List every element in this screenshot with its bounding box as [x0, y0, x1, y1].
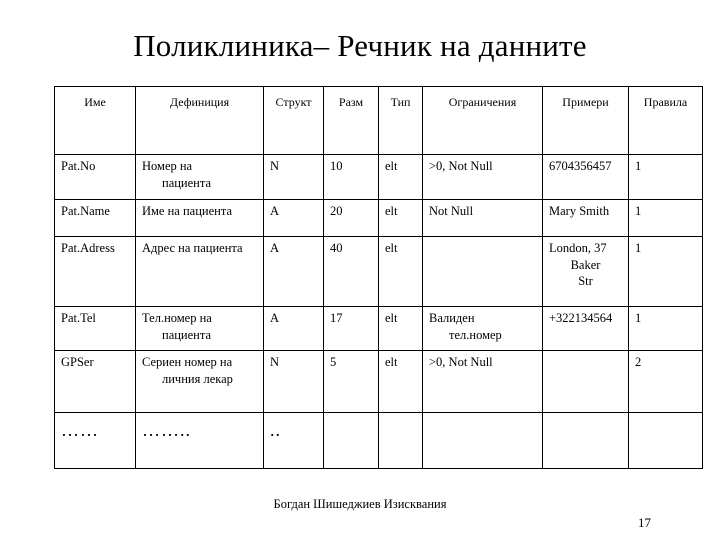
- constraint-line: Валиден: [429, 311, 475, 325]
- cell-structure: ..: [264, 413, 324, 469]
- cell-definition: [136, 237, 264, 307]
- header-rules: Правила: [629, 87, 703, 155]
- cell-examples: [543, 200, 629, 237]
- definition-line: Тел.номер на: [142, 311, 212, 325]
- cell-examples: [543, 413, 629, 469]
- table-row: [55, 413, 703, 469]
- cell-name: Pat.Adress: [55, 237, 136, 307]
- header-examples: Примери: [543, 87, 629, 155]
- header-definition: Дефиниция: [136, 87, 264, 155]
- header-type: Тип: [379, 87, 423, 155]
- definition-line: Име на пациента: [142, 204, 232, 218]
- cell-constraints: [423, 307, 543, 351]
- data-dictionary-table: [54, 86, 703, 469]
- example-line: Baker: [570, 257, 601, 272]
- cell-constraints: [423, 200, 543, 237]
- cell-examples: [543, 307, 629, 351]
- cell-constraints: [423, 155, 543, 200]
- example-line: Mary Smith: [549, 204, 610, 218]
- slide-title: Поликлиника– Речник на данните: [133, 28, 587, 63]
- example-line: 6704356457: [549, 159, 612, 173]
- cell-structure: A: [264, 237, 324, 307]
- constraint-line: >0, Not Null: [429, 355, 493, 369]
- cell-name: Pat.Name: [55, 200, 136, 237]
- constraint-line: >0, Not Null: [429, 159, 493, 173]
- cell-structure: N: [264, 351, 324, 413]
- constraint-line: тел.номер: [449, 327, 502, 342]
- definition-line: пациента: [162, 327, 212, 342]
- cell-name: Pat.Tel: [55, 307, 136, 351]
- cell-rules: 2: [629, 351, 703, 413]
- cell-examples: [543, 155, 629, 200]
- cell-rules: 1: [629, 200, 703, 237]
- header-structure: Структ: [264, 87, 324, 155]
- cell-definition: ……..: [136, 413, 264, 469]
- cell-rules: 1: [629, 237, 703, 307]
- cell-type: elt: [379, 200, 423, 237]
- table-row: [55, 200, 703, 237]
- header-size: Разм: [324, 87, 379, 155]
- definition-line: Номер на: [142, 159, 193, 173]
- slide-footer: Богдан Шишеджиев Изисквания: [273, 497, 447, 511]
- definition-line: Сериен номер на: [142, 355, 233, 369]
- cell-rules: 1: [629, 307, 703, 351]
- cell-definition: [136, 351, 264, 413]
- table-header-row: [55, 87, 703, 155]
- example-line: London, 37: [549, 241, 607, 255]
- cell-size: 40: [324, 237, 379, 307]
- cell-size: 10: [324, 155, 379, 200]
- cell-structure: A: [264, 307, 324, 351]
- page-number: 17: [638, 515, 651, 530]
- cell-size: 20: [324, 200, 379, 237]
- cell-type: elt: [379, 307, 423, 351]
- cell-size: [324, 413, 379, 469]
- header-constraints: Ограничения: [423, 87, 543, 155]
- cell-constraints: [423, 413, 543, 469]
- constraint-line: Not Null: [429, 204, 474, 218]
- cell-examples: [543, 237, 629, 307]
- cell-size: 17: [324, 307, 379, 351]
- cell-type: elt: [379, 155, 423, 200]
- cell-type: elt: [379, 237, 423, 307]
- header-name: Име: [55, 87, 136, 155]
- cell-definition: [136, 155, 264, 200]
- cell-name: ……: [55, 413, 136, 469]
- cell-constraints: [423, 351, 543, 413]
- cell-type: [379, 413, 423, 469]
- definition-line: Адрес на пациента: [142, 241, 243, 255]
- definition-line: пациента: [162, 175, 212, 190]
- cell-name: GPSer: [55, 351, 136, 413]
- cell-rules: [629, 413, 703, 469]
- example-line: +322134564: [549, 311, 613, 325]
- cell-examples: [543, 351, 629, 413]
- cell-name: Pat.No: [55, 155, 136, 200]
- definition-line: личния лекар: [162, 371, 233, 386]
- cell-definition: [136, 200, 264, 237]
- cell-structure: N: [264, 155, 324, 200]
- cell-structure: A: [264, 200, 324, 237]
- table-row: [55, 351, 703, 413]
- table-row: [55, 155, 703, 200]
- example-line: Str: [578, 274, 593, 288]
- table-row: [55, 237, 703, 307]
- cell-definition: [136, 307, 264, 351]
- cell-constraints: [423, 237, 543, 307]
- cell-type: elt: [379, 351, 423, 413]
- cell-rules: 1: [629, 155, 703, 200]
- table-row: [55, 307, 703, 351]
- cell-size: 5: [324, 351, 379, 413]
